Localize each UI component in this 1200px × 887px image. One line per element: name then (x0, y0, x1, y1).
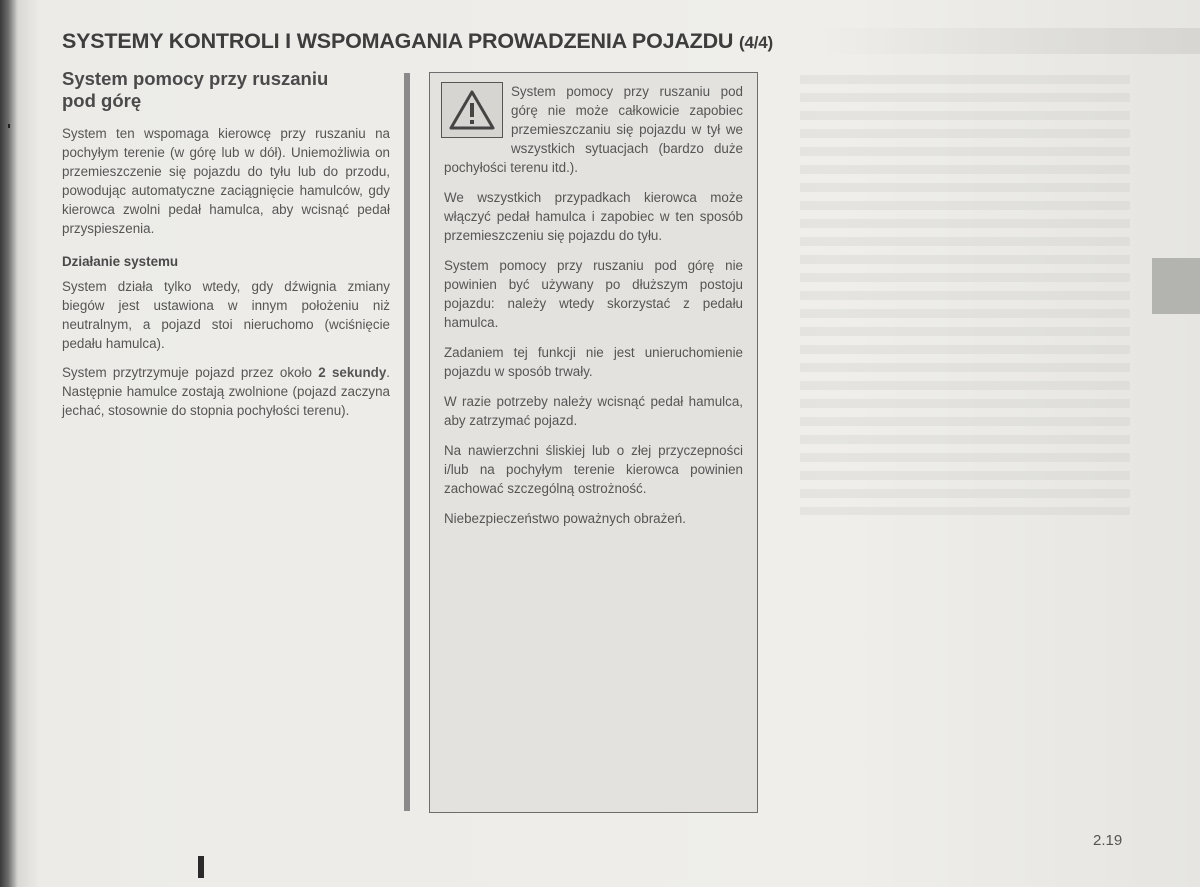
warning-paragraph: Niebezpieczeństwo poważnych obrażeń. (444, 511, 686, 526)
hold-duration-paragraph (62, 363, 390, 420)
binding-mark (8, 124, 10, 128)
section-heading: System pomocy przy ruszaniu pod górę (62, 68, 329, 111)
hold-text-start: System przytrzymuje pojazd przez około (62, 365, 319, 380)
page-number: 2.19 (1093, 832, 1123, 849)
page-title (62, 29, 773, 54)
operation-paragraph: System działa tylko wtedy, gdy dźwignia zmiany biegów jest ustawiona w innym położeniu niż neutralnym, a pojazd stoi nieruchomo (wciśnięcie pedału hamulca). (62, 279, 390, 351)
column-divider-bar (404, 73, 410, 811)
warning-paragraph: System pomocy przy ruszaniu pod górę nie powinien być używany po dłuższym postoju pojazdu: należy wtedy skorzystać z pedału hamulca. (444, 258, 743, 330)
intro-paragraph: System ten wspomaga kierowcę przy ruszaniu na pochyłym terenie (w górę lub w dół). Uniemożliwia on przemieszczenie się pojazdu do tyłu lub do przodu, powodując automatyczne zaciągnięcie hamulców, gdy kierowca zwolni pedał hamulca, aby wcisnąć pedał przyspieszenia. (62, 126, 390, 236)
page-title-text: SYSTEMY KONTROLI I WSPOMAGANIA PROWADZENIA POJAZDU (62, 29, 734, 53)
warning-triangle-icon (441, 82, 503, 138)
hold-text-end: . Następnie hamulce zostają zwolnione (pojazd zaczyna jechać, stosownie do stopnia pochyłości terenu). (62, 365, 391, 418)
bleed-through-text (800, 75, 1130, 515)
warning-paragraph: Zadaniem tej funkcji nie jest unieruchomienie pojazdu w sposób trwały. (444, 345, 743, 379)
section-tab-marker (1152, 258, 1200, 314)
warning-paragraph: We wszystkich przypadkach kierowca może włączyć pedał hamulca i zapobiec w ten sposób przemieszczeniu się pojazdu do tyłu. (444, 190, 743, 243)
page-part-indicator: (4/4) (739, 33, 774, 52)
warning-paragraph: W razie potrzeby należy wcisnąć pedał hamulca, aby zatrzymać pojazd. (444, 394, 743, 428)
operation-subheading: Działanie systemu (62, 254, 179, 269)
warning-paragraph: System pomocy przy ruszaniu pod górę nie może całkowicie zapobiec przemieszczaniu się pojazdu w tył we wszystkich sytuacjach (bardzo duże pochyłości terenu itd.). (444, 84, 743, 175)
hold-duration-emphasis: 2 sekundy (318, 365, 387, 380)
warning-paragraph: Na nawierzchni śliskiej lub o złej przyczepności i/lub na pochyłym terenie kierowca powinien zachować szczególną ostrożność. (444, 443, 743, 496)
warning-box (429, 72, 758, 813)
print-registration-mark (198, 856, 204, 878)
left-column (62, 68, 390, 430)
bleed-through-header (815, 28, 1200, 54)
